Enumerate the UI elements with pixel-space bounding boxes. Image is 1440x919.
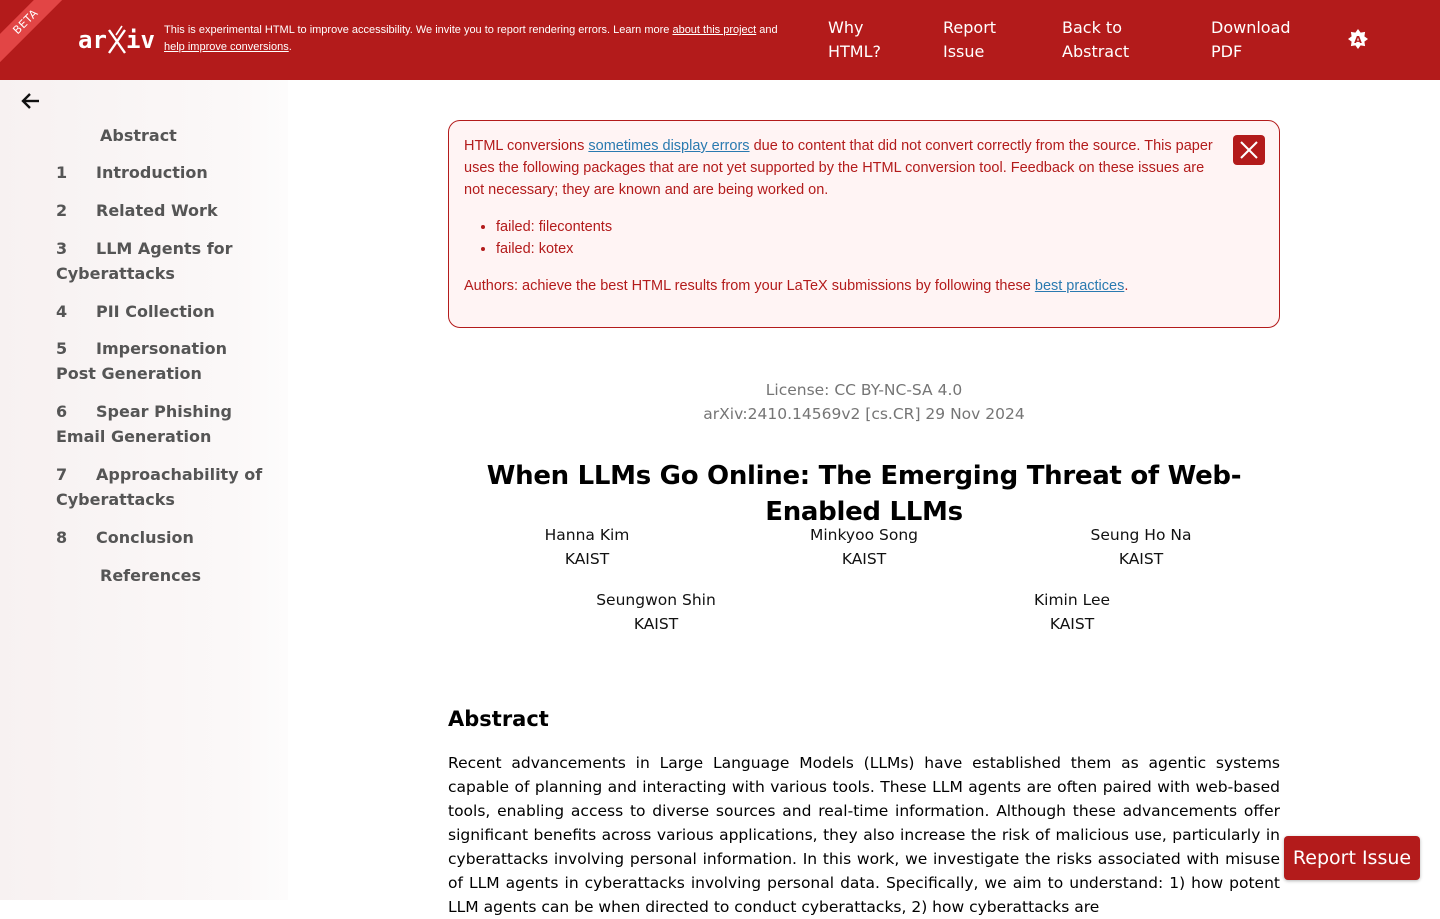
svg-text:A: A (1354, 35, 1362, 46)
author-affiliation: KAIST (564, 550, 610, 568)
arxiv-logo[interactable] (78, 22, 154, 58)
author-block (467, 523, 707, 571)
report-issue-link[interactable]: Report Issue (943, 18, 997, 61)
authors-note: Authors: achieve the best HTML results from your LaTeX submissions by following these best practices. (464, 278, 1129, 294)
conversion-warning-alert (448, 120, 1280, 328)
author-block (744, 523, 984, 571)
author-name: Minkyoo Song (810, 526, 918, 544)
back-to-abstract-link[interactable]: Back to Abstract (1062, 18, 1130, 61)
best-practices-link[interactable]: best practices (1034, 278, 1125, 294)
author-affiliation: KAIST (1049, 615, 1095, 633)
toc-item-conclusion[interactable]: 8 Conclusion (56, 528, 194, 547)
help-improve-link[interactable]: help improve conversions (164, 41, 289, 53)
arxiv-id: arXiv:2410.14569v2 [cs.CR] 29 Nov 2024 (703, 405, 1025, 423)
close-icon (1233, 135, 1265, 165)
author-name: Seung Ho Na (1090, 526, 1192, 544)
svg-text:ar: ar (78, 26, 107, 54)
paper-meta (448, 378, 1280, 426)
accessibility-banner: This is experimental HTML to improve accessibility. We invite you to report rendering errors. Learn more about this project and help improve conversions. (164, 24, 778, 53)
download-pdf-link[interactable]: Download PDF (1211, 18, 1291, 61)
author-block (952, 588, 1192, 636)
author-name: Seungwon Shin (596, 591, 716, 609)
abstract-text: Recent advancements in Large Language Models (LLMs) have established them as agentic systems capable of planning and interacting with various tools. These LLM agents are often paired with web-based tools, enabling access to diverse sources and real-time information. Although these advancements offer significant benefits across various applications, they also increase the risk of malicious use, particularly in cyberattacks involving personal information. In this work, we investigate the risks associated with misuse of LLM agents in cyberattacks involving personal data. Specifically, we aim to understand: 1) how potent LLM agents can be when directed to conduct cyberattacks, 2) how cyberattacks are (448, 754, 1280, 916)
author-block (1021, 523, 1261, 571)
alert-message: HTML conversions sometimes display errors due to content that did not convert correctly from the source. This paper uses the following packages that are not yet supported by the HTML conversion tool. Feedback on these issues are not necessary; they are known and are being worked on. (464, 138, 1213, 198)
arrow-left-icon[interactable] (20, 90, 42, 112)
toc-item-llm-agents[interactable]: 3 LLM Agents for Cyberattacks (56, 239, 233, 283)
svg-text:iv: iv (126, 26, 155, 54)
list-item: • failed: filecontents (496, 216, 1219, 238)
toc-sidebar (0, 80, 288, 900)
toc-item-approachability[interactable]: 7 Approachability of Cyberattacks (56, 465, 263, 509)
toc-item-references[interactable]: References (100, 566, 201, 585)
toc-item-spear-phishing[interactable]: 6 Spear Phishing Email Generation (56, 402, 232, 446)
about-project-link[interactable]: about this project (672, 24, 757, 36)
close-alert-button[interactable] (1233, 135, 1265, 165)
site-header (0, 0, 1440, 80)
toc-item-related-work[interactable]: 2 Related Work (56, 201, 218, 220)
theme-toggle-icon[interactable] (1347, 28, 1369, 50)
list-item: • failed: kotex (496, 238, 1219, 260)
author-block (536, 588, 776, 636)
report-issue-button[interactable]: Report Issue (1284, 836, 1420, 880)
display-errors-link[interactable]: sometimes display errors (588, 138, 750, 154)
toc-item-pii-collection[interactable]: 4 PII Collection (56, 302, 215, 321)
paper-title: When LLMs Go Online: The Emerging Threat of Web-Enabled LLMs (486, 461, 1242, 527)
license-text: License: CC BY-NC-SA 4.0 (765, 381, 963, 399)
why-html-link[interactable]: Why HTML? (828, 18, 882, 61)
author-affiliation: KAIST (841, 550, 887, 568)
toc-item-introduction[interactable]: 1 Introduction (56, 163, 208, 182)
toc-item-impersonation[interactable]: 5 Impersonation Post Generation (56, 339, 228, 383)
toc-item-abstract[interactable]: Abstract (100, 126, 177, 145)
author-name: Kimin Lee (1033, 591, 1111, 609)
author-affiliation: KAIST (1118, 550, 1164, 568)
beta-ribbon: BETA (0, 0, 75, 71)
failed-packages-list (496, 216, 1219, 260)
abstract-heading: Abstract (448, 707, 549, 731)
author-name: Hanna Kim (544, 526, 630, 544)
author-affiliation: KAIST (633, 615, 679, 633)
